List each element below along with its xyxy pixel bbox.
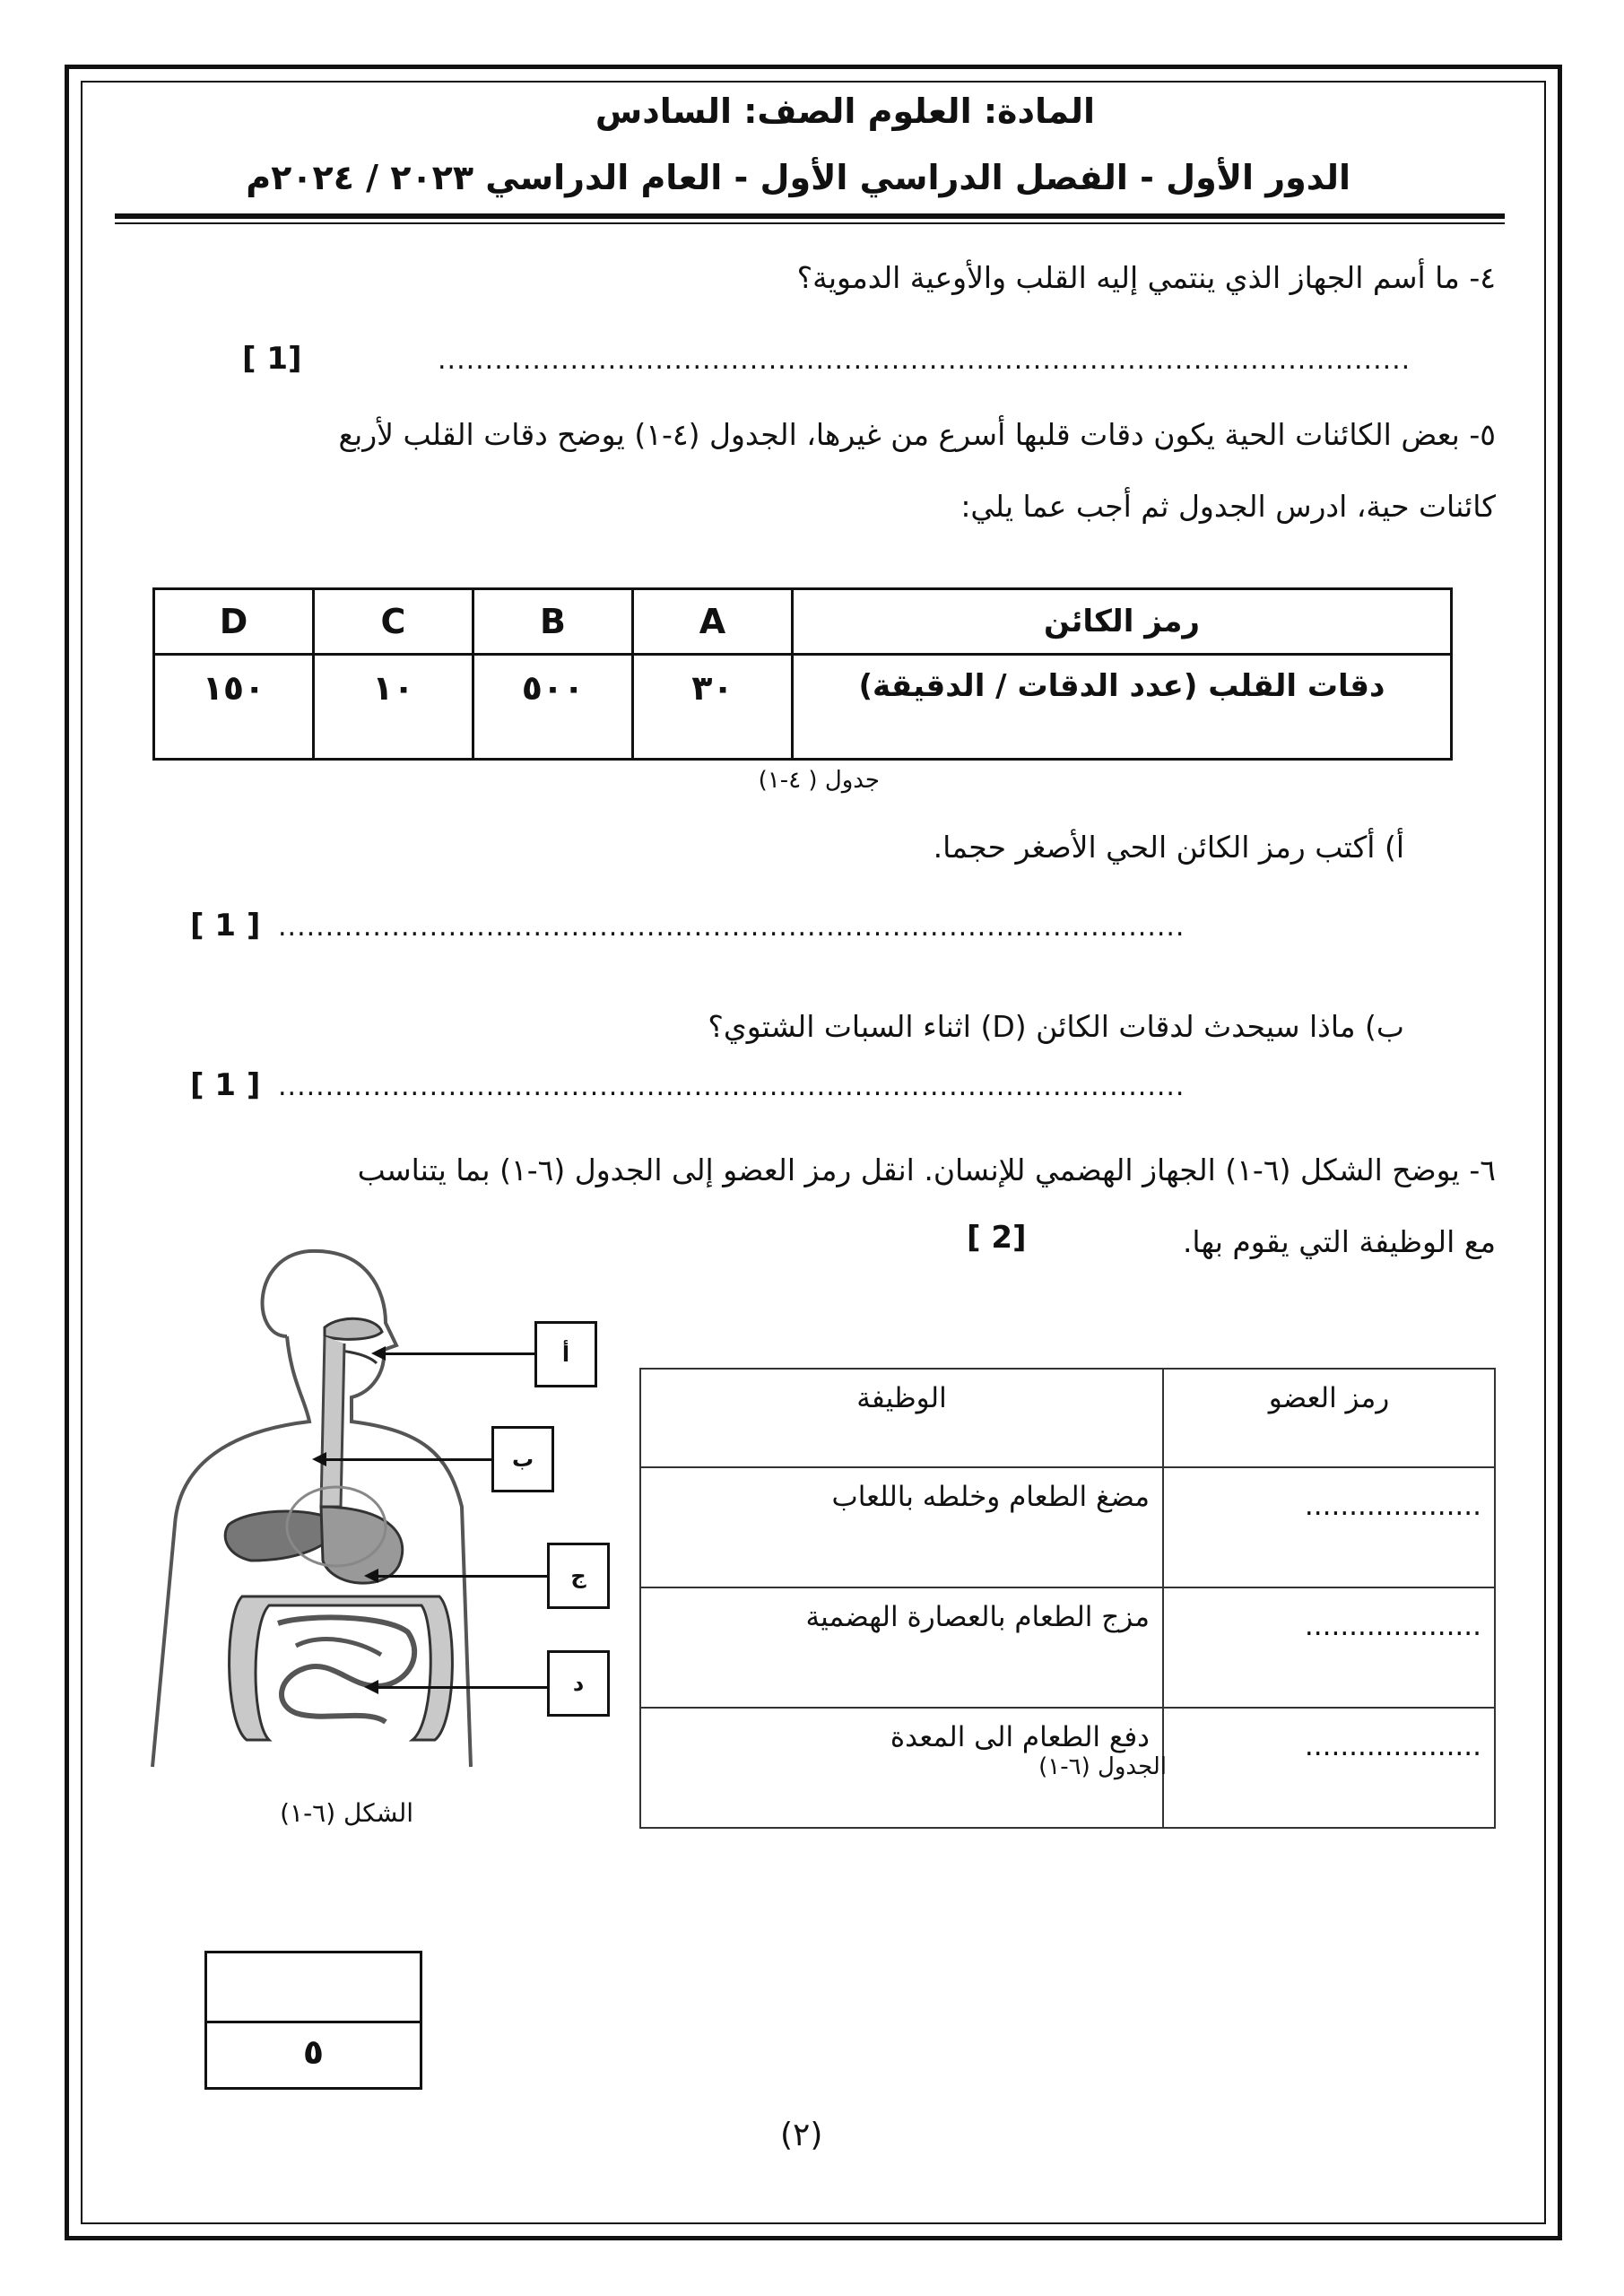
question-6-mark: [ 2] — [967, 1220, 1027, 1256]
figure-label-jim: ج — [547, 1543, 610, 1609]
question-5b-text: ب) ماذا سيحدث لدقات الكائن (D) اثناء السبات الشتوي؟ — [708, 1009, 1404, 1044]
header-rule-thin — [115, 222, 1505, 224]
question-5-line2: كائنات حية، ادرس الجدول ثم أجب عما يلي: — [960, 489, 1496, 524]
figure-label-alef: أ — [534, 1321, 597, 1387]
question-5a-answer-line[interactable]: ................................................................................................ — [278, 911, 1185, 943]
figure-6-1-caption: الشكل (٦-١) — [280, 1798, 413, 1828]
question-4-text: ٤- ما أسم الجهاز الذي ينتمي إليه القلب والأوعية الدموية؟ — [796, 260, 1496, 295]
header-rule-thick — [115, 213, 1505, 219]
question-5a-text: أ) أكتب رمز الكائن الحي الأصغر حجما. — [933, 830, 1404, 865]
question-6-line1: ٦- يوضح الشكل (٦-١) الجهاز الهضمي للإنسان. انقل رمز العضو إلى الجدول (٦-١) بما يتناسب — [357, 1152, 1496, 1187]
function-mixing: مزج الطعام بالعصارة الهضمية — [640, 1587, 1163, 1708]
question-5b-mark: [ 1 ] — [190, 1067, 261, 1103]
page-number: (٢) — [780, 2117, 823, 2153]
organ-code-answer-1[interactable]: .................... — [1163, 1467, 1495, 1587]
table-cell-code-a: A — [633, 589, 793, 655]
table-cell-value-d: ١٥٠ — [154, 655, 314, 760]
arrow-to-esophagus — [325, 1458, 491, 1461]
table-6-1-caption: الجدول (٦-١) — [1038, 1753, 1167, 1780]
table-cell-code-b: B — [473, 589, 633, 655]
score-box — [204, 1951, 422, 2090]
function-pushing: دفع الطعام الى المعدة — [640, 1708, 1163, 1828]
question-4-answer-line[interactable]: ....................................................................................................... — [438, 344, 1411, 376]
arrow-to-intestine — [377, 1686, 547, 1689]
digestive-system-figure — [117, 1238, 619, 1776]
figure-label-ba: ب — [491, 1426, 554, 1492]
table-cell-value-b: ٥٠٠ — [473, 655, 633, 760]
organ-code-answer-2[interactable]: .................... — [1163, 1587, 1495, 1708]
table-cell-code-c: C — [314, 589, 473, 655]
arrow-to-mouth — [384, 1352, 534, 1355]
mouth-organ — [325, 1318, 382, 1339]
table-cell-value-c: ١٠ — [314, 655, 473, 760]
question-4-mark: [ 1] — [242, 341, 302, 377]
question-5a-mark: [ 1 ] — [190, 908, 261, 944]
function-chewing: مضغ الطعام وخلطه باللعاب — [640, 1467, 1163, 1587]
table-header-heart-rate: دقات القلب (عدد الدقات / الدقيقة) — [793, 655, 1452, 760]
table-4-1-caption: جدول ( ٤-١) — [758, 767, 880, 794]
heart-rate-table — [152, 587, 1453, 761]
arrow-to-stomach — [377, 1575, 547, 1578]
question-6-line2: مع الوظيفة التي يقوم بها. — [1182, 1224, 1496, 1259]
organ-code-answer-3[interactable]: .................... — [1163, 1708, 1495, 1828]
table-header-organism-code: رمز الكائن — [793, 589, 1452, 655]
table-cell-value-a: ٣٠ — [633, 655, 793, 760]
esophagus-organ — [321, 1336, 344, 1507]
table-header-function: الوظيفة — [640, 1369, 1163, 1467]
score-box-total: ٥ — [302, 2032, 325, 2072]
stomach-organ — [321, 1507, 403, 1583]
score-box-divider — [207, 2021, 420, 2023]
question-5b-answer-line[interactable]: ................................................................................................ — [278, 1071, 1185, 1102]
small-intestine — [278, 1617, 414, 1722]
table-cell-code-d: D — [154, 589, 314, 655]
question-5-line1: ٥- بعض الكائنات الحية يكون دقات قلبها أسرع من غيرها، الجدول (٤-١) يوضح دقات القلب لأربع — [338, 417, 1496, 452]
header-subject-grade: المادة: العلوم الصف: السادس — [595, 91, 1095, 131]
figure-label-dal: د — [547, 1650, 610, 1717]
header-term-year: الدور الأول - الفصل الدراسي الأول - العام الدراسي ٢٠٢٣ / ٢٠٢٤م — [246, 158, 1350, 197]
table-header-organ-code: رمز العضو — [1163, 1369, 1495, 1467]
